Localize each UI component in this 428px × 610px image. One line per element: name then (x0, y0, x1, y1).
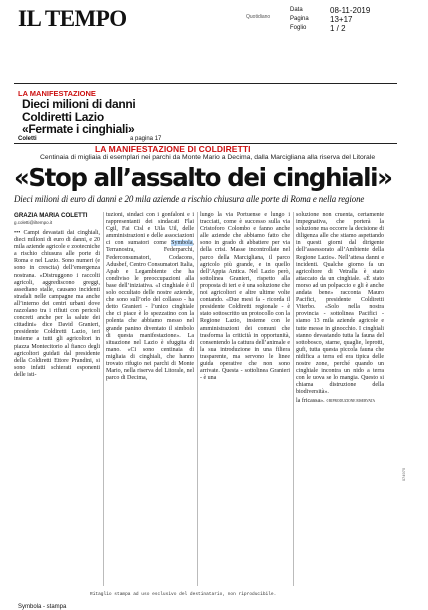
article-column-4 (296, 212, 384, 406)
side-code: 074975 (400, 467, 406, 482)
column-2-text-a: tuzioni, sindaci con i gonfaloni e i rappresentanti dei sindacati Flai Cgil, Fai Cisl e Uila Uil, delle amministrazioni e delle associazioni ci con sumatori come (106, 212, 194, 247)
sheet-value: 1 / 2 (330, 24, 346, 33)
article-subkicker: Centinaia di migliaia di esemplari nei parchi da Monte Mario a Decima, dalla Marcigliana alla riserva del Litorale (40, 154, 376, 161)
sheet-label: Foglio (290, 25, 307, 31)
teaser-kicker: LA MANIFESTAZIONE (18, 89, 96, 98)
page-value: 13+17 (330, 15, 353, 24)
column-divider (293, 212, 294, 586)
publication-type: Quotidiano (246, 14, 271, 20)
page-label: Pagina (290, 16, 309, 22)
teaser-line-2: Coldiretti Lazio (22, 109, 104, 124)
article-headline: «Stop all’assalto dei cinghiali» (14, 163, 392, 192)
masthead: IL TEMPO (18, 6, 127, 31)
teaser-author: Coletti (18, 136, 37, 142)
clipping-note: Ritaglio stampa ad uso esclusivo del destinatario, non riproducibile. (90, 592, 277, 597)
column-4-credit (296, 398, 384, 405)
column-2-text-b: , Terranostra, Federparchi, Federconsumatori, Codacons, Adusbef, Centro Consumatori Italia, Apab e Legambiente che ha condiviso le preoccupazioni alla base dell’iniziativa. «I cinghiale è il solo occultato delle nostre aziende, che sono sull’orlo del collasso - ha detto Granieri - l’unico cinghiale che ci piace è lo spezzatino con la polenta che abbiamo messo nel grande panino diventato il simbolo di questa manifestazione». La situazione nel Lazio è sfuggita di mano. «Ci sono centinaia di migliaia di cinghiali, che hanno trovato rifugio nei parchi di Monte Mario, nella riserva del Litorale, nel parco di Decima, (106, 240, 194, 382)
column-2-text (106, 212, 194, 382)
column-4-end: la fricassa». (296, 398, 325, 405)
author-email: g.coletti@iltempo.it (14, 220, 53, 225)
article-kicker: LA MANIFESTAZIONE DI COLDIRETTI (95, 144, 251, 154)
teaser-line-3: «Fermate i cinghiali» (22, 122, 135, 136)
column-divider (103, 212, 104, 586)
column-divider (197, 212, 198, 586)
article-column-2 (106, 212, 194, 382)
article-column-1 (14, 230, 100, 379)
teaser-title (22, 98, 135, 136)
article-column-3 (200, 212, 290, 382)
column-3-text: lungo la via Portuense e lungo i tracciati, come è successo sulla via Cristoforo Colombo e fanno anche alle aziende che abbiamo fatto che sono in grado di abbattere per via della crisi. Masse incontrollate nel parco della Marcigliana, il parco agricolo più grande, e in quello dell’Appia Antica. Nel Lazio però, sottolinea Granieri, rispetto alla proposta di ieri e è una soluzione che noi agricoltori e altre ultime volte contando. «Due mesi fa - ricorda il presidente Coldiretti regionale - è stato sottoscritto un protocollo con la Regione Lazio, insieme con le amministrazioni dei comuni che trasforma la criticità in opportunità, consentendo la cattura dell’animale e la sua introduzione in una filiera trasparente, ma servono le linee guida operative che non sono arrivate. Questa - sottolinea Granieri - è una (200, 212, 290, 382)
symbola-highlight: Symbola (171, 240, 193, 247)
teaser-line-1: Dieci milioni di danni (22, 97, 136, 111)
header-rule (14, 83, 397, 84)
teaser-page-ref: a pagina 17 (130, 136, 162, 142)
footer-brand: Symbola - stampa (18, 604, 67, 610)
article-deck: Dieci milioni di euro di danni e 20 mila aziende a rischio chiusura alle porte di Roma e nella regione (14, 194, 365, 204)
column-1-text: ••• Campi devastati dai cinghiali, dieci milioni di euro di danni, e 20 mila aziende agricole e zootecniche a rischio chiusura alle porte di Roma e nel Lazio. Sono numeri (e sono in crescita) dell’emergenza nostrana. «Distruggono i raccolti agricoli, aggrediscono greggi, assediano stalle, causano incidenti stradali nelle campagne ma anche all’interno dei centri urbani dove razzolano tra i rifiuti con pericoli concreti anche per la salute dei cittadini» dice David Granieri, presidente Coldiretti Lazio, ieri insieme a tutti gli agricoltori in piazza Montecitorio al fianco degli agricoltori guidati dal presidente della Coldiretti Ettore Prandini, si sono infatti schierati esponenti delle isti- (14, 230, 100, 378)
date-value: 08-11-2019 (330, 6, 371, 15)
copyright-note: ©RIPRODUZIONE RISERVATA (326, 399, 376, 404)
column-4-text: soluzione non cruenta, certamente impegnativa, che porterà la soluzione ma occorre la decisione di diligenza alle che stiamo aspettando in questi giorni dal dirigente dell’assessorato all’Ambiente della Regione Lazio». Nell’attesa danni e incidenti. Qualche giorno fa un agricoltore di Vetralla è stato attaccato da un cinghiale. «È stato morso ad un polpaccio e gli è anche andata bene» racconta Mauro Pacifici, presidente Coldiretti Viterbo. «Solo nella nostra provincia - sottolinea Pacifici - siamo 13 mila aziende agricole e tutte messe in ginocchio. I cinghiali stanno devastando tutta la fauna del sottobosco, starne, quaglie, leprotti, gufi, tutta questa piccola fauna che nidifica a terra ed era tipica delle nostre zone, perché quando un cinghiale incontra un nido a terra con le uova se lo mangia. Questo si chiama distruzione della biodiversità». (296, 212, 384, 396)
date-label: Data (290, 7, 303, 13)
byline: GRAZIA MARIA COLETTI (14, 212, 88, 219)
